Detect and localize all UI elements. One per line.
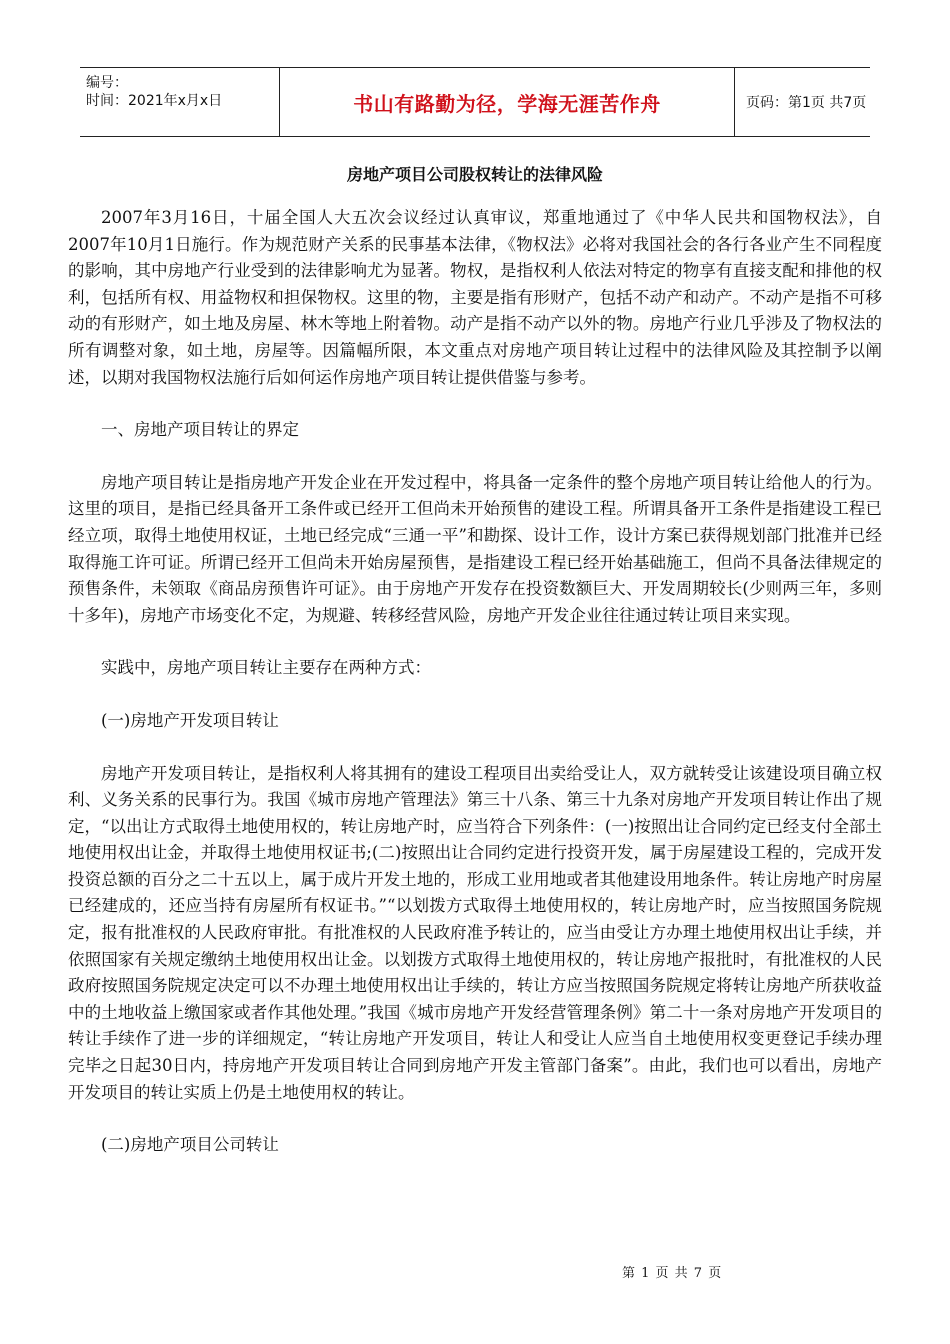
number-label: 编号： [86,75,128,91]
header-page-info: 页码：第1页 共7页 [746,95,867,111]
subsection-heading: (一)房地产开发项目转让 [101,710,279,730]
paragraph: 2007年3月16日，十届全国人大五次会议经过认真审议，郑重地通过了《中华人民共和国物权法》，自2007年10月1日施行。作为规范财产关系的民事基本法律，《物权法》必将对我国社会的各行各业产生不同程度的影响，其中房地产行业受到的法律影响尤为显著。物权，是指权利人依法对特定的物享有直接支配和排他的权利，包括所有权、用益物权和担保物权。这里的物，主要是指有形财产，包括不动产和动产。不动产是指不可移动的有形财产，如土地及房屋、林木等地上附着物。动产是指不动产以外的物。房地产行业几乎涉及了物权法的所有调整对象，如土地，房屋等。因篇幅所限，本文重点对房地产项目转让过程中的法律风险及其控制予以阐述，以期对我国物权法施行后如何运作房地产项目转让提供借鉴与参考。 [68,208,882,387]
page-header [80,67,870,137]
section-heading: 一、房地产项目转让的界定 [101,420,299,440]
paragraph: 房地产开发项目转让，是指权利人将其拥有的建设工程项目出卖给受让人，双方就转受让该建设项目确立权利、义务关系的民事行为。我国《城市房地产管理法》第三十八条、第三十九条对房地产开发项目转让作出了规定，“以出让方式取得土地使用权的，转让房地产时，应当符合下列条件：(一)按照出让合同约定已经支付全部土地使用权出让金，并取得土地使用权证书;(二)按照出让合同约定进行投资开发，属于房屋建设工程的，完成开发投资总额的百分之二十五以上，属于成片开发土地的，形成工业用地或者其他建设用地条件。转让房地产时房屋已经建成的，还应当持有房屋所有权证书。”“以划拨方式取得土地使用权的，转让房地产时，应当按照国务院规定，报有批准权的人民政府审批。有批准权的人民政府准予转让的，应当由受让方办理土地使用权出让手续，并依照国家有关规定缴纳土地使用权出让金。以划拨方式取得土地使用权的，转让房地产报批时，有批准权的人民政府按照国务院规定决定可以不办理土地使用权出让手续的，转让方应当按照国务院规定将转让房地产所获收益中的土地收益上缴国家或者作其他处理。”我国《城市房地产开发经营管理条例》第二十一条对房地产开发项目的转让手续作了进一步的详细规定，“转让房地产开发项目，转让人和受让人应当自土地使用权变更登记手续办理完毕之日起30日内，持房地产开发项目转让合同到房地产开发主管部门备案”。由此，我们也可以看出，房地产开发项目的转让实质上仍是土地使用权的转让。 [68,763,882,1102]
header-motto-cell [280,68,735,136]
document-body [68,205,882,1159]
paragraph: 实践中，房地产项目转让主要存在两种方式： [101,658,431,678]
header-meta [80,68,280,136]
page-footer: 第 1 页 共 7 页 [622,1266,723,1281]
document-title: 房地产项目公司股权转让的法律风险 [346,165,603,184]
header-motto: 书山有路勤为径，学海无涯苦作舟 [353,91,661,116]
time-label: 时间：2021年x月x日 [86,93,223,109]
paragraph: 房地产项目转让是指房地产开发企业在开发过程中，将具备一定条件的整个房地产项目转让给他人的行为。这里的项目，是指已经具备开工条件或已经开工但尚未开始预售的建设工程。所谓具备开工条件是指建设工程已经立项，取得土地使用权证，土地已经完成“三通一平”和勘探、设计工作，设计方案已获得规划部门批准并已经取得施工许可证。所谓已经开工但尚未开始房屋预售，是指建设工程已经开始基础施工，但尚不具备法律规定的预售条件，未领取《商品房预售许可证》。由于房地产开发存在投资数额巨大、开发周期较长(少则两三年，多则十多年)，房地产市场变化不定，为规避、转移经营风险，房地产开发企业往往通过转让项目来实现。 [68,472,882,625]
subsection-heading: (二)房地产项目公司转让 [101,1135,279,1155]
